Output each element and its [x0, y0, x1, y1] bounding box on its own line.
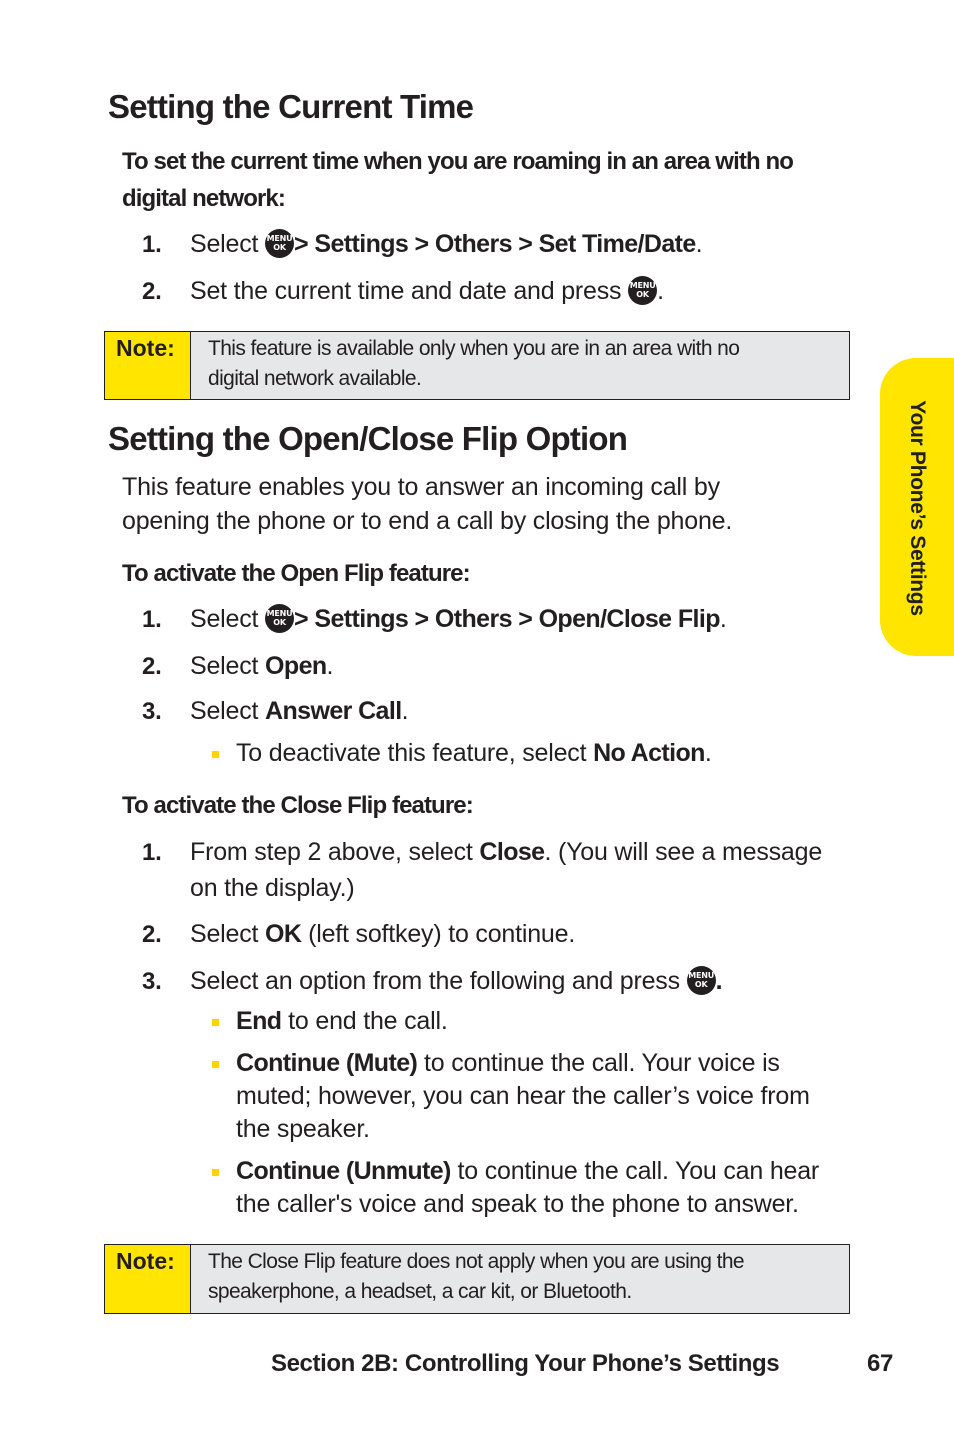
bullet-square-icon: [212, 1061, 219, 1068]
page-number: 67: [867, 1350, 893, 1377]
step-1-close-flip: 1. From step 2 above, select Close. (You will see a message on the display.): [142, 838, 823, 902]
section-title-flip-option: Setting the Open/Close Flip Option: [108, 420, 628, 457]
subhead-open-flip: To activate the Open Flip feature:: [122, 560, 470, 587]
bullet-square-icon: [212, 1019, 219, 1026]
bullet-end: End to end the call.: [212, 1005, 832, 1038]
note-label: Note:: [105, 332, 191, 399]
bullet-deactivate: To deactivate this feature, select No Action.: [212, 737, 832, 770]
step-2-close-flip: 2. Select OK (left softkey) to continue.: [142, 920, 576, 948]
step-2-open-flip: 2. Select Open.: [142, 652, 334, 680]
menu-ok-key-icon: MENU OK: [628, 276, 657, 305]
side-tab-label: Your Phone’s Settings: [906, 400, 929, 616]
menu-ok-key-icon: MENU OK: [265, 604, 294, 633]
note-box-current-time: [104, 331, 850, 400]
note-text: The Close Flip feature does not apply when you are using the speakerphone, a headset, a car kit, or Bluetooth.: [208, 1250, 745, 1303]
step-2-current-time: 2. Set the current time and date and press MENU OK .: [142, 277, 664, 305]
subhead-close-flip: To activate the Close Flip feature:: [122, 792, 473, 819]
bullet-continue-unmute: Continue (Unmute) to continue the call. You can hear the caller's voice and speak to the phone to answer.: [212, 1155, 862, 1225]
menu-ok-key-icon: MENU OK: [687, 966, 716, 995]
note-box-close-flip: [104, 1244, 850, 1314]
bullet-continue-mute: Continue (Mute) to continue the call. Your voice is muted; however, you can hear the caller’s voice from the speaker.: [212, 1047, 862, 1147]
step-1-current-time: 1. Select MENU OK > Settings > Others > Set Time/Date.: [142, 230, 703, 258]
footer-section-title: Section 2B: Controlling Your Phone’s Settings: [271, 1350, 780, 1377]
note-label: Note:: [105, 1245, 191, 1313]
section-title-current-time: Setting the Current Time: [108, 88, 474, 125]
note-text: This feature is available only when you are in an area with no digital network available.: [208, 337, 740, 390]
step-1-open-flip: 1. Select MENU OK > Settings > Others > Open/Close Flip.: [142, 605, 727, 633]
bullet-square-icon: [212, 751, 219, 758]
step-3-open-flip: 3. Select Answer Call.: [142, 697, 409, 725]
subhead-current-time: To set the current time when you are roaming in an area with no digital network:: [122, 148, 793, 212]
bullet-square-icon: [212, 1169, 219, 1176]
intro-flip-option: This feature enables you to answer an incoming call by opening the phone or to end a call by closing the phone.: [122, 473, 733, 535]
menu-ok-key-icon: MENU OK: [265, 229, 294, 258]
step-3-close-flip: 3. Select an option from the following and press MENU OK .: [142, 967, 723, 995]
